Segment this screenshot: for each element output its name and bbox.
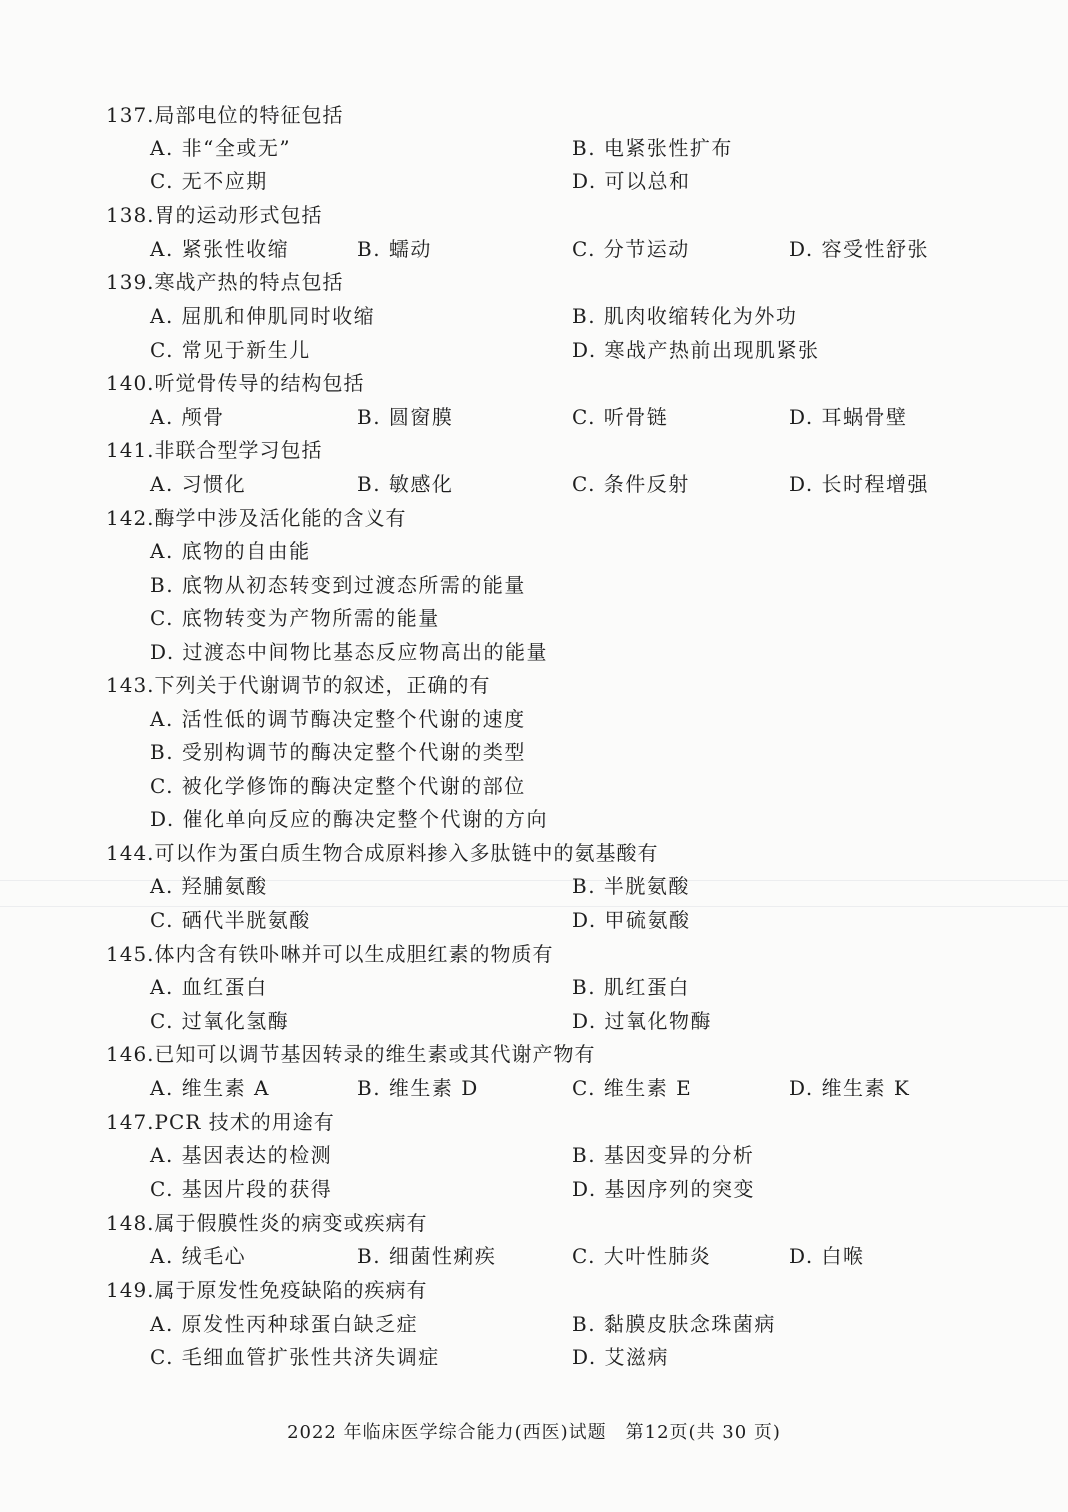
option-d: D. 可以总和 (572, 169, 691, 193)
question-stem: 146.已知可以调节基因转录的维生素或其代谢产物有 (106, 1042, 596, 1066)
option-c: C. 毛细血管扩张性共济失调症 (150, 1345, 440, 1369)
option-a: A. 血红蛋白 (150, 975, 268, 999)
question-stem: 139.寒战产热的特点包括 (106, 270, 344, 294)
option-c: C. 条件反射 (572, 472, 690, 496)
option-a: A. 颅骨 (150, 405, 225, 429)
option-a: A. 基因表达的检测 (150, 1143, 333, 1167)
option-c: C. 被化学修饰的酶决定整个代谢的部位 (150, 774, 526, 798)
option-d: D. 甲硫氨酸 (572, 908, 691, 932)
option-d: D. 容受性舒张 (789, 237, 930, 261)
option-d: D. 过渡态中间物比基态反应物高出的能量 (150, 640, 549, 664)
option-b: B. 维生素 D (357, 1076, 479, 1100)
question-stem: 145.体内含有铁卟啉并可以生成胆红素的物质有 (106, 942, 554, 966)
option-d: D. 寒战产热前出现肌紧张 (572, 338, 820, 362)
question-stem: 148.属于假膜性炎的病变或疾病有 (106, 1211, 428, 1235)
option-a: A. 底物的自由能 (150, 539, 311, 563)
option-a: A. 维生素 A (150, 1076, 270, 1100)
option-c: C. 底物转变为产物所需的能量 (150, 606, 440, 630)
option-b: B. 细菌性痢疾 (357, 1244, 497, 1268)
question-stem: 142.酶学中涉及活化能的含义有 (106, 506, 407, 530)
option-c: C. 常见于新生儿 (150, 338, 311, 362)
option-d: D. 艾滋病 (572, 1345, 670, 1369)
question-stem: 138.胃的运动形式包括 (106, 203, 323, 227)
option-b: B. 蠕动 (357, 237, 432, 261)
option-a: A. 屈肌和伸肌同时收缩 (150, 304, 376, 328)
option-b: B. 肌肉收缩转化为外功 (572, 304, 798, 328)
option-b: B. 受别构调节的酶决定整个代谢的类型 (150, 740, 526, 764)
page-footer: 2022 年临床医学综合能力(西医)试题 第12页(共 30 页) (287, 1422, 781, 1443)
option-a: A. 绒毛心 (150, 1244, 247, 1268)
option-b: B. 底物从初态转变到过渡态所需的能量 (150, 573, 526, 597)
option-b: B. 半胱氨酸 (572, 874, 690, 898)
question-stem: 140.听觉骨传导的结构包括 (106, 371, 365, 395)
option-c: C. 分节运动 (572, 237, 690, 261)
option-b: B. 敏感化 (357, 472, 454, 496)
option-c: C. 维生素 E (572, 1076, 693, 1100)
question-stem: 143.下列关于代谢调节的叙述，正确的有 (106, 673, 491, 697)
option-d: D. 耳蜗骨壁 (789, 405, 908, 429)
option-a: A. 非“全或无” (150, 136, 292, 160)
question-stem: 141.非联合型学习包括 (106, 438, 323, 462)
option-a: A. 原发性丙种球蛋白缺乏症 (150, 1312, 419, 1336)
option-a: A. 紧张性收缩 (150, 237, 290, 261)
option-d: D. 基因序列的突变 (572, 1177, 756, 1201)
question-stem: 149.属于原发性免疫缺陷的疾病有 (106, 1278, 428, 1302)
option-d: D. 维生素 K (789, 1076, 911, 1100)
option-c: C. 过氧化氢酶 (150, 1009, 290, 1033)
option-b: B. 肌红蛋白 (572, 975, 690, 999)
option-c: C. 大叶性肺炎 (572, 1244, 712, 1268)
option-d: D. 过氧化物酶 (572, 1009, 713, 1033)
option-d: D. 催化单向反应的酶决定整个代谢的方向 (150, 807, 549, 831)
option-b: B. 圆窗膜 (357, 405, 454, 429)
option-d: D. 长时程增强 (789, 472, 930, 496)
question-stem: 144.可以作为蛋白质生物合成原料掺入多肽链中的氨基酸有 (106, 841, 659, 865)
option-d: D. 白喉 (789, 1244, 865, 1268)
option-a: A. 羟脯氨酸 (150, 874, 268, 898)
option-c: C. 硒代半胱氨酸 (150, 908, 311, 932)
option-b: B. 基因变异的分析 (572, 1143, 755, 1167)
option-c: C. 听骨链 (572, 405, 669, 429)
question-stem: 147.PCR 技术的用途有 (106, 1110, 335, 1134)
option-b: B. 电紧张性扩布 (572, 136, 733, 160)
option-a: A. 习惯化 (150, 472, 247, 496)
option-a: A. 活性低的调节酶决定整个代谢的速度 (150, 707, 526, 731)
question-stem: 137.局部电位的特征包括 (106, 103, 344, 127)
option-c: C. 基因片段的获得 (150, 1177, 333, 1201)
option-b: B. 黏膜皮肤念珠菌病 (572, 1312, 776, 1336)
option-c: C. 无不应期 (150, 169, 268, 193)
